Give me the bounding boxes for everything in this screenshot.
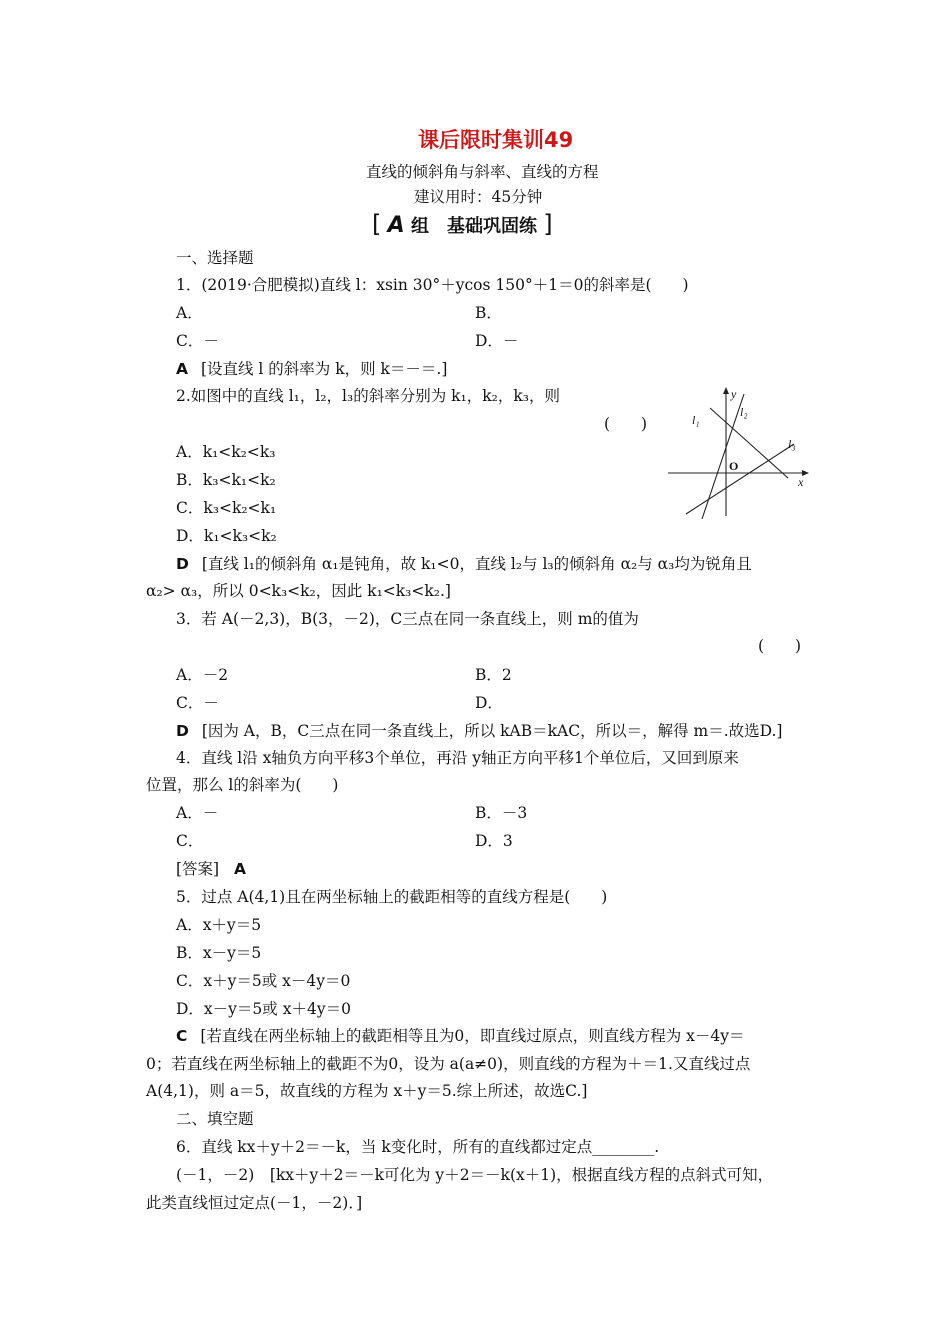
q1-option-d: D．－ bbox=[475, 332, 519, 350]
q3-option-a: A．－2 bbox=[176, 666, 229, 684]
q2-option-b: B．k₃<k₁<k₂ bbox=[176, 471, 276, 489]
q1-answer-text: [设直线 l 的斜率为 k，则 k＝－＝.] bbox=[200, 360, 448, 378]
q5-answer-1 bbox=[176, 1025, 745, 1047]
origin-label: O bbox=[729, 459, 739, 473]
q2-option-c: C．k₃<k₂<k₁ bbox=[176, 499, 277, 517]
q5-option-d: D．x－y＝5或 x＋4y＝0 bbox=[176, 1000, 351, 1018]
q3-stem: 3．若 A(－2,3)，B(3，－2)，C三点在同一条直线上，则 m的值为 bbox=[176, 610, 639, 628]
q2-answer-1 bbox=[176, 553, 752, 575]
q2-option-a: A．k₁<k₂<k₃ bbox=[176, 443, 276, 461]
q6-stem: 6．直线 kx＋y＋2＝－k，当 k变化时，所有的直线都过定点________. bbox=[176, 1138, 660, 1156]
q2-figure bbox=[662, 386, 812, 522]
page-subtitle: 直线的倾斜角与斜率、直线的方程 bbox=[366, 163, 599, 181]
group-label: 组 基础巩固练 bbox=[410, 216, 537, 237]
q6-answer-1: (－1，－2) [kx＋y＋2＝－k可化为 y＋2＝－k(x＋1)，根据直线方程的点斜式可知， bbox=[176, 1166, 774, 1184]
y-axis-label: y bbox=[731, 387, 737, 401]
q2-answer-letter: D bbox=[176, 555, 189, 573]
q5-option-b: B．x－y＝5 bbox=[176, 944, 262, 962]
q1-option-c: C．－ bbox=[176, 332, 219, 350]
line-l1 bbox=[710, 408, 788, 478]
q5-option-a: A．x＋y＝5 bbox=[176, 916, 262, 934]
q4-answer-tag: [答案] bbox=[176, 860, 220, 878]
line-l2 bbox=[702, 394, 744, 519]
l3-label: l₃ bbox=[788, 437, 796, 451]
q4-stem-2: 位置，那么 l的斜率为( ) bbox=[146, 776, 339, 794]
group-letter: A bbox=[387, 213, 405, 238]
q1-option-a: A． bbox=[176, 304, 203, 322]
bracket-right: ] bbox=[543, 210, 553, 238]
q4-option-d: D．3 bbox=[475, 832, 513, 850]
q3-answer-text: [因为 A，B，C三点在同一条直线上，所以 kAB＝kAC，所以＝，解得 m＝.故选D.] bbox=[201, 722, 783, 740]
l2-label: l₂ bbox=[740, 405, 748, 419]
q4-option-a: A．－ bbox=[176, 804, 219, 822]
q5-answer-3: A(4,1)，则 a＝5，故直线的方程为 x＋y＝5.综上所述，故选C.] bbox=[146, 1082, 588, 1100]
q3-answer-paren: ( ) bbox=[758, 637, 802, 655]
q5-answer-2: 0；若直线在两坐标轴上的截距不为0，设为 a(a≠0)，则直线的方程为＋＝1.又直线过点 bbox=[146, 1055, 751, 1073]
q2-answer-paren: ( ) bbox=[604, 415, 648, 433]
bracket-left: [ bbox=[372, 210, 382, 238]
section-heading-fill: 二、填空题 bbox=[176, 1110, 254, 1128]
suggested-time: 建议用时：45分钟 bbox=[414, 188, 543, 206]
page-title: 课后限时集训49 bbox=[418, 128, 574, 152]
q4-option-c: C． bbox=[176, 832, 204, 850]
line-l3 bbox=[686, 444, 794, 514]
q3-option-c: C．－ bbox=[176, 694, 219, 712]
q2-option-d: D．k₁<k₃<k₂ bbox=[176, 527, 277, 545]
x-axis-label: x bbox=[798, 475, 804, 489]
q4-stem-1: 4．直线 l沿 x轴负方向平移3个单位，再沿 y轴正方向平移1个单位后，又回到原来 bbox=[176, 749, 739, 767]
q2-stem: 2.如图中的直线 l₁，l₂，l₃的斜率分别为 k₁，k₂，k₃，则 bbox=[176, 387, 560, 405]
q5-option-c: C．x＋y＝5或 x－4y＝0 bbox=[176, 972, 351, 990]
q4-answer bbox=[176, 858, 246, 880]
q4-answer-letter: A bbox=[234, 860, 247, 878]
l1-label: l₁ bbox=[692, 413, 700, 427]
q3-answer-letter: D bbox=[176, 722, 189, 740]
q1-answer bbox=[176, 358, 447, 380]
y-axis-arrow-icon bbox=[723, 387, 729, 394]
q1-stem: 1．(2019·合肥模拟)直线 l：xsin 30°＋ycos 150°＋1＝0的斜率是( ) bbox=[176, 276, 689, 294]
q5-stem: 5．过点 A(4,1)且在两坐标轴上的截距相等的直线方程是( ) bbox=[176, 888, 608, 906]
group-heading bbox=[372, 210, 553, 238]
q5-answer-letter: C bbox=[176, 1027, 188, 1045]
q5-answer-text-1: [若直线在两坐标轴上的截距相等且为0，即直线过原点，则直线方程为 x－4y＝ bbox=[200, 1027, 745, 1045]
q3-option-b: B．2 bbox=[475, 666, 512, 684]
q4-option-b: B．－3 bbox=[475, 804, 528, 822]
q3-answer bbox=[176, 720, 782, 742]
q1-option-b: B． bbox=[475, 304, 502, 322]
q2-answer-text-1: [直线 l₁的倾斜角 α₁是钝角，故 k₁<0，直线 l₂与 l₃的倾斜角 α₂与 α₃均为锐角且 bbox=[201, 555, 752, 573]
q2-answer-2: α₂> α₃，所以 0<k₃<k₂，因此 k₁<k₃<k₂.] bbox=[146, 582, 451, 600]
section-heading-choice: 一、选择题 bbox=[176, 249, 254, 267]
q1-answer-letter: A bbox=[176, 360, 188, 378]
q6-answer-2: 此类直线恒过定点(－1，－2)．] bbox=[146, 1194, 363, 1212]
q3-option-d: D． bbox=[475, 694, 503, 712]
